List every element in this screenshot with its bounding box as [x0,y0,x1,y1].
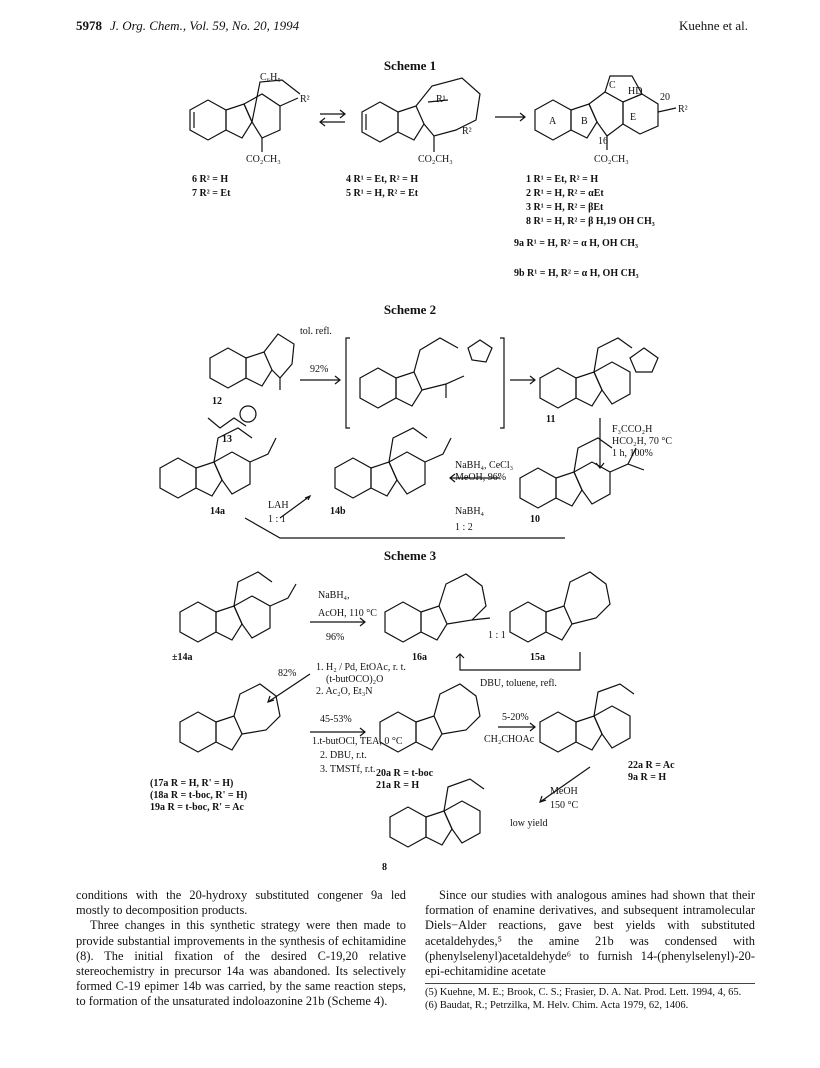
ring-e: E [630,112,637,123]
ring-b: B [581,116,588,127]
s3-cond4-b: CH₂CHOAc [484,734,535,745]
body-column-left [76,888,406,1010]
scheme1-title: Scheme 1 [383,58,437,73]
s1-r2-left: R² [300,94,310,105]
s3-label-16a: 16a [412,652,427,663]
s3-cmpd-21a: 21a R = H [376,780,420,791]
s3-label-14a: ±14a [172,652,193,663]
running-header [76,18,299,34]
s1-r1-mid: R¹ [436,94,446,105]
s1-r2-right: R² [678,104,688,115]
s3-cond2-c: 2. Ac₂O, Et₃N [316,686,373,697]
s3-cond1-a: NaBH₄, [318,590,350,601]
s3-yield-45: 45-53% [320,714,352,725]
s2-cond3-b: MeOH, 96% [455,472,507,483]
footnote: (6) Baudat, R.; Petrzilka, M. Helv. Chim. Acta 1979, 62, 1406. [425,999,689,1011]
s3-cmpd-22a: 22a R = Ac [628,760,675,771]
s2-cond4-b: 1 : 2 [455,522,473,533]
ring-a: A [549,116,557,127]
s3-ratio: 1 : 1 [488,630,506,641]
cmpd-2: 2 R¹ = H, R² = αEt [526,188,604,199]
s1-c6h5-left: C₆H₅ [260,72,281,83]
s3-cmpd-18a: (18a R = t-boc, R' = H) [150,790,248,801]
s2-cond-tol: tol. refl. [300,326,332,337]
s1-co2ch3-right: CO₂CH₃ [594,154,629,165]
scheme1-figure [150,72,770,297]
s3-cond1-b: AcOH, 110 °C [318,608,377,619]
s3-yield-82: 82% [278,668,297,679]
s2-label-12: 12 [212,396,222,407]
body-paragraph: Since our studies with analogous amines had shown that their formation of enamine derivatives, and subsequent intramolecular Diels−Alder reactions, gave best yields with substituted acetaldehydes,⁵ the amine 21b was condensed with (phenylselenyl)acetaldehyde⁶ to furnish 14-(phenylselenyl)-20-epi-echitamidine acetate [425,888,755,979]
page-number: 5978 [76,18,102,33]
cmpd-4: 4 R¹ = Et, R² = H [346,174,419,185]
scheme3-figure [150,562,770,880]
cmpd-5: 5 R¹ = H, R² = Et [346,188,419,199]
s3-cond1-c: 96% [326,632,345,643]
cmpd-9b: 9b R¹ = H, R² = α H, OH CH₃ [514,268,639,279]
s2-cond5-a: LAH [268,500,289,511]
ring-hd: HD [628,86,643,97]
s1-co2ch3-mid: CO₂CH₃ [418,154,453,165]
cmpd-1: 1 R¹ = Et, R² = H [526,174,599,185]
pos-20: 20 [660,92,670,103]
s3-cmpd-20a: 20a R = t-boc [376,768,434,779]
cmpd-8: 8 R¹ = H, R² = β H,19 OH CH₃ [526,216,655,227]
s2-yield-92: 92% [310,364,329,375]
s3-cond3-b: 2. DBU, r.t. [320,750,367,761]
s2-label-14b: 14b [330,506,346,517]
s3-cond2-b: (t-butOCO)₂O [326,674,384,685]
s2-label-11: 11 [546,414,556,425]
s3-cond5-b: 150 °C [550,800,579,811]
cmpd-9a: 9a R¹ = H, R² = α H, OH CH₃ [514,238,639,249]
s3-cond2-a: 1. H₂ / Pd, EtOAc, r. t. [316,662,406,673]
s2-cond2-b: HCO₂H, 70 °C [612,436,672,447]
s3-label-15a: 15a [530,652,545,663]
s3-label-8: 8 [382,862,387,873]
s3-dbu: DBU, toluene, refl. [480,678,557,689]
s2-cond5-b: 1 : 1 [268,514,286,525]
footnote: (5) Kuehne, M. E.; Brook, C. S.; Frasier, D. A. Nat. Prod. Lett. 1994, 4, 65. [425,987,742,999]
s3-cond5-a: MeOH [550,786,578,797]
footnotes [425,983,755,1012]
s2-label-10: 10 [530,514,540,525]
s1-co2ch3-left: CO₂CH₃ [246,154,281,165]
s3-cond5-c: low yield [510,818,548,829]
s3-cmpd-9a: 9a R = H [628,772,667,783]
s2-label-14a: 14a [210,506,225,517]
cmpd-3: 3 R¹ = H, R² = βEt [526,202,604,213]
s3-cond4-a: 5-20% [502,712,529,723]
s2-cond3-a: NaBH₄, CeCl₃ [455,460,514,471]
journal-citation: J. Org. Chem., Vol. 59, No. 20, 1994 [110,18,300,33]
body-paragraph: conditions with the 20-hydroxy substituted congener 9a led mostly to decomposition products. [76,888,406,918]
scheme2-title: Scheme 2 [383,302,437,317]
cmpd-6: 6 R² = H [192,174,229,185]
ring-c: C [609,80,616,91]
body-column-right [425,888,755,1012]
cmpd-7: 7 R² = Et [192,188,231,199]
s2-cond2-c: 1 h, 100% [612,448,653,459]
header-authors: Kuehne et al. [679,18,748,33]
s3-cond3-c: 3. TMSTf, r.t. [320,764,376,775]
scheme2-figure [150,318,770,543]
s3-cond3-a: 1.t-butOCl, TEA, 0 °C [312,736,403,747]
s1-r2-mid: R² [462,126,472,137]
body-paragraph: Three changes in this synthetic strategy were then made to provide substantial improvements in the synthesis of echitamidine (8). The initial fixation of the desired C-19,20 relative stereochemistry in precursor 14a was abandoned. Its selectively formed C-19 epimer 14b was carried, by the same reaction steps, to formation of the unsaturated indoloazonine 21b (Scheme 4). [76,918,406,1009]
scheme3-title: Scheme 3 [383,548,437,563]
s3-cmpd-17a: (17a R = H, R' = H) [150,778,234,789]
s3-cmpd-19a: 19a R = t-boc, R' = Ac [150,802,244,813]
s2-cond2-a: F₃CCO₂H [612,424,653,435]
s2-cond4-a: NaBH₄ [455,506,485,517]
pos-16: 16 [598,136,608,147]
s2-label-13: 13 [222,434,232,445]
